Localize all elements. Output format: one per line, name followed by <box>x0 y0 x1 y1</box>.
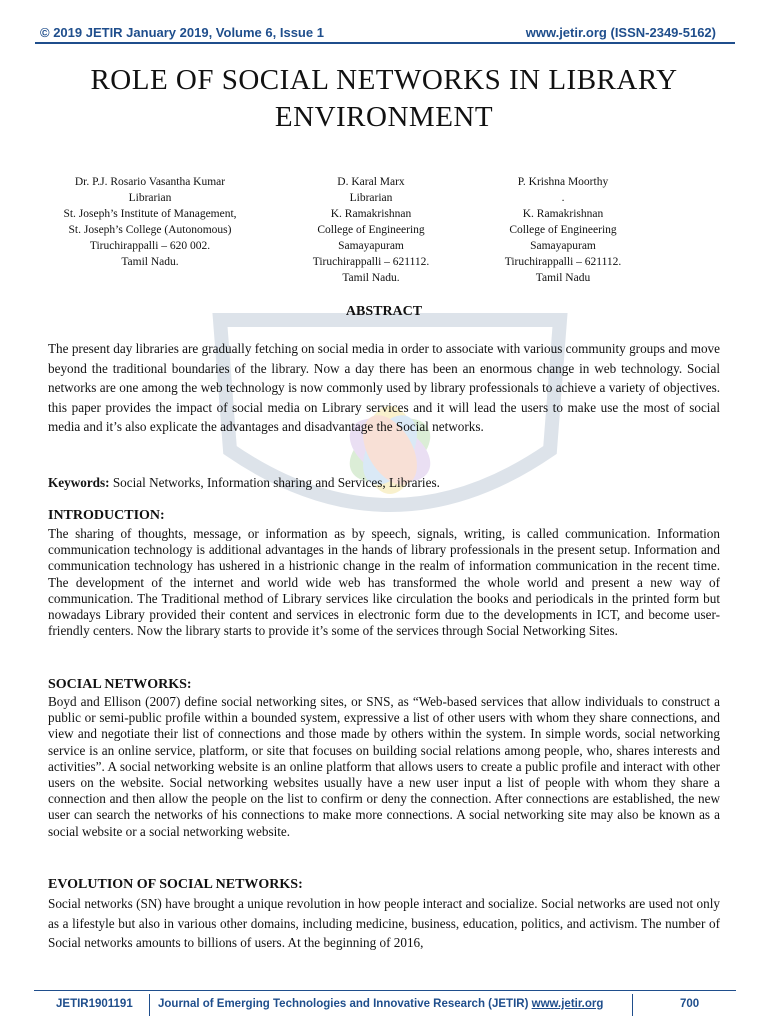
keywords-line <box>48 473 720 493</box>
introduction-heading: INTRODUCTION: <box>48 508 165 523</box>
abstract-text: The present day libraries are gradually fetching on social media in order to associate with various community groups and move beyond the traditional boundaries of the library. Now a day there has been an enormous change in web technology. Social networks are one among the web technology is now commonly used by library professionals to achieve a variety of objectives. this paper provides the impact of social media on Library services and it will lead the users to make use the most of social media and it’s also explicate the advantages and disadvantage the Social networks. <box>48 341 720 435</box>
journal-name <box>158 998 603 1010</box>
author-1-line: Librarian <box>128 192 172 204</box>
paper-title <box>0 62 768 136</box>
keywords-label: Keywords: <box>48 475 110 490</box>
footer-divider <box>632 994 633 1016</box>
author-2-line: Tamil Nadu. <box>342 272 400 284</box>
paper-id: JETIR1901191 <box>56 998 133 1010</box>
evolution-text: Social networks (SN) have brought a unique revolution in how people interact and socialize. Social networks are used not only as a lifestyle but also in various other domains, including medicine, business, education, politics, and activism. The number of Social networks amounts to billions of users. At the beginning of 2016, <box>48 896 720 951</box>
author-3-line: Tiruchirappalli – 621112. <box>504 256 622 268</box>
author-1-line: St. Joseph’s College (Autonomous) <box>68 224 232 236</box>
header-rule <box>35 42 735 44</box>
keywords-text: Social Networks, Information sharing and Services, Libraries. <box>109 475 440 490</box>
author-3-line: Tamil Nadu <box>535 272 591 284</box>
author-2-line: Samayapuram <box>338 240 404 252</box>
social-networks-heading: SOCIAL NETWORKS: <box>48 677 192 692</box>
footer-divider <box>149 994 150 1016</box>
journal-website-issn: www.jetir.org (ISSN-2349-5162) <box>525 25 716 40</box>
paper-title-line-1: ROLE OF SOCIAL NETWORKS IN LIBRARY <box>90 64 678 96</box>
author-1-line: Tamil Nadu. <box>121 256 179 268</box>
journal-issue-info: © 2019 JETIR January 2019, Volume 6, Issue 1 <box>40 25 324 40</box>
author-1-line: Dr. P.J. Rosario Vasantha Kumar <box>74 176 226 188</box>
journal-name-text: Journal of Emerging Technologies and Innovative Research (JETIR) <box>158 998 532 1010</box>
paper-title-line-2: ENVIRONMENT <box>274 101 494 133</box>
journal-link[interactable]: www.jetir.org <box>531 998 604 1010</box>
page-footer <box>34 994 736 1018</box>
introduction-text: The sharing of thoughts, message, or information as by speech, signals, writing, is called communication. Information communication technology is additional advantages in the hands of library professionals in the present setup. Information and communication technology has ushered in a histrionic change in the realm of information communication in the recent time. The development of the internet and world wide web has transformed the whole world and present a new way of communication. The Traditional method of Library services like circulation the books and periodicals in the printed form but nowadays Library provided their content and services in electronic form due to the developments in ICT, and become user-friendly centers. Now the library starts to provide it’s some of the services through Social Networking Sites. <box>48 526 720 639</box>
abstract-heading: ABSTRACT <box>345 304 423 319</box>
author-2-line: College of Engineering <box>317 224 425 236</box>
author-1 <box>40 174 260 270</box>
author-2 <box>271 174 471 286</box>
author-3-line: . <box>561 192 565 204</box>
author-3-line: Samayapuram <box>530 240 596 252</box>
author-3-line: College of Engineering <box>509 224 617 236</box>
footer-rule <box>34 990 736 991</box>
page-header <box>0 0 768 44</box>
author-3-line: K. Ramakrishnan <box>522 208 604 220</box>
author-2-line: Librarian <box>349 192 393 204</box>
author-2-line: D. Karal Marx <box>337 176 405 188</box>
social-networks-text: Boyd and Ellison (2007) define social networking sites, or SNS, as “Web-based services that allow individuals to construct a public or semi-public profile within a bounded system, expressive a list of other users with whom they share connections, and view and negotiate their list of connections and those made by others within the system. In simple words, social networking service is an online service, platform, or site that focuses on building social relations among people, who, shares interests and activities”. A social networking website is an online platform that allows users to create a public profile and interact with other users on the website. Social networking websites usually have a new user input a list of people with whom they share a connection and then allow the people on the list to confirm or deny the connection. After connections are established, the new user can search the networks of his connections to make more connections. A social networking site may also be known as a social website or a social networking website. <box>48 694 720 839</box>
author-1-line: St. Joseph’s Institute of Management, <box>63 208 237 220</box>
evolution-heading: EVOLUTION OF SOCIAL NETWORKS: <box>48 877 303 892</box>
author-3 <box>463 174 663 286</box>
author-2-line: Tiruchirappalli – 621112. <box>312 256 430 268</box>
author-3-line: P. Krishna Moorthy <box>517 176 609 188</box>
author-2-line: K. Ramakrishnan <box>330 208 412 220</box>
author-1-line: Tiruchirappalli – 620 002. <box>89 240 211 252</box>
page-number: 700 <box>680 998 700 1010</box>
